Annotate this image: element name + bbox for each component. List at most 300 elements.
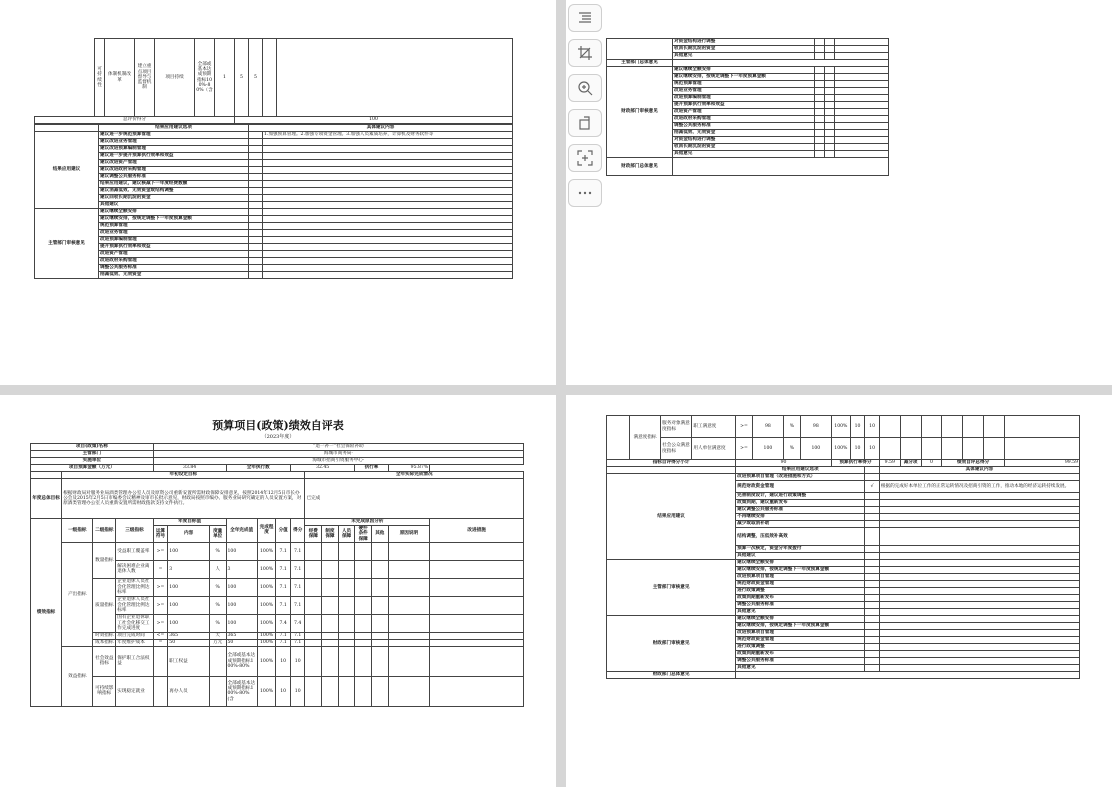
label: 实施单位	[31, 458, 154, 465]
score-got: 10	[290, 676, 305, 706]
option-item: 建议继续全额安排	[736, 560, 865, 567]
cell	[879, 602, 1079, 609]
option-item: 政策到期重新发布	[736, 595, 865, 602]
cell	[263, 181, 513, 188]
option-item: 削减低效、无效资金	[99, 272, 249, 279]
cell	[322, 639, 339, 646]
page-4	[566, 395, 1112, 787]
cell	[879, 493, 1079, 500]
cell	[879, 474, 1079, 481]
option-item: 建议继续全额安排	[673, 67, 815, 74]
completion: 100%	[257, 560, 276, 578]
cell	[388, 676, 430, 706]
header: 具体建议内容	[249, 125, 513, 132]
completion: 100%	[257, 676, 276, 706]
cell	[430, 676, 524, 706]
option-item: 减少或取消补助	[736, 521, 865, 528]
cell	[249, 209, 263, 216]
cell	[921, 416, 942, 438]
header: 一级指标	[62, 519, 93, 543]
cell	[835, 95, 889, 102]
cell	[815, 130, 825, 137]
cell	[263, 174, 513, 181]
option-item: 其他建议	[736, 553, 865, 560]
cell	[607, 416, 630, 460]
option-item: 其他意见	[736, 609, 865, 616]
option-item: 建议调整公共服务标准	[736, 507, 865, 514]
cell: 可持续性	[95, 39, 105, 117]
cell	[35, 125, 99, 132]
score-got: 7.1	[290, 578, 305, 596]
cell	[879, 665, 1079, 672]
cell	[338, 560, 355, 578]
cell	[263, 223, 513, 230]
cell	[355, 639, 372, 646]
cell	[371, 578, 388, 596]
header: 运算符号	[153, 526, 168, 543]
cell	[305, 614, 322, 632]
option-item: 削减低效、无效资金	[673, 130, 815, 137]
value: 98	[752, 416, 783, 438]
cell	[305, 596, 322, 614]
cell	[865, 595, 880, 602]
more-button[interactable]	[568, 179, 602, 207]
cell	[963, 416, 984, 438]
header: 内容	[168, 526, 210, 543]
cell	[835, 88, 889, 95]
option-item: 建议继续安排，按规定调整下一年度预算金额	[673, 74, 815, 81]
cell	[835, 130, 889, 137]
cell	[879, 514, 1079, 521]
cell	[249, 258, 263, 265]
header: 改进措施	[430, 519, 524, 543]
cell	[825, 109, 835, 116]
cell	[865, 467, 880, 474]
header: 其他	[371, 526, 388, 543]
option-item: 改进资产管理	[99, 251, 249, 258]
label: 全年执行数	[226, 465, 290, 472]
crop-button[interactable]	[568, 39, 602, 67]
cell	[388, 639, 430, 646]
cell	[835, 67, 889, 74]
cell	[322, 596, 339, 614]
cell	[388, 646, 430, 676]
cell	[879, 416, 900, 438]
section-label: 主管部门总体意见	[607, 60, 673, 67]
level2-indicator: 可持续影响指标	[93, 676, 116, 706]
cell	[835, 39, 889, 46]
cell	[865, 651, 880, 658]
option-item: 对资金结构进行调整	[673, 137, 815, 144]
cell	[835, 116, 889, 123]
cell	[815, 81, 825, 88]
cell	[879, 500, 1079, 507]
zoom-icon	[577, 80, 593, 96]
option-item: 结果应用建议，建议核减下一年度经费数额	[99, 181, 249, 188]
value: 100%	[831, 416, 850, 438]
cell	[430, 646, 524, 676]
cell	[305, 542, 322, 560]
score-got: 10	[290, 646, 305, 676]
value: 98	[800, 416, 831, 438]
value: 95.87%	[388, 465, 430, 472]
cell	[249, 132, 263, 139]
option-item: 建议进一步提升预算执行效率和效益	[99, 153, 249, 160]
level3-indicator: 企业退休人员社会化管理比例达标率	[116, 596, 153, 614]
cell	[835, 151, 889, 158]
cell	[263, 272, 513, 279]
score: 7.1	[276, 542, 291, 560]
cell	[865, 665, 880, 672]
completion: 100%	[257, 646, 276, 676]
cell	[835, 109, 889, 116]
cell	[865, 616, 880, 623]
cell	[263, 216, 513, 223]
cell	[249, 195, 263, 202]
cell	[263, 265, 513, 272]
target-value: 再办人员	[168, 676, 210, 706]
cell	[815, 53, 825, 60]
cell	[355, 578, 372, 596]
operator: <=	[153, 632, 168, 639]
actual-value: 100	[226, 596, 257, 614]
cell	[338, 596, 355, 614]
opinion-table	[606, 38, 889, 176]
cell	[355, 646, 372, 676]
cell	[815, 102, 825, 109]
unit	[209, 676, 226, 706]
cell	[371, 560, 388, 578]
cell	[388, 614, 430, 632]
cell	[815, 123, 825, 130]
rotate-button[interactable]	[568, 109, 602, 137]
header: 未完成原因分析	[305, 519, 430, 526]
cell	[388, 632, 430, 639]
cell	[865, 602, 880, 609]
option-item: 结构调整，压低效补高效	[736, 528, 865, 546]
option-item: 建议继续安排，按规定调整下一年度预算金额	[736, 623, 865, 630]
section-label: 主管部门审核意见	[607, 560, 736, 616]
actual-value: 100	[226, 578, 257, 596]
more-icon	[577, 185, 593, 201]
cell	[305, 578, 322, 596]
option-item: 其他意见	[673, 151, 815, 158]
page-2	[566, 0, 1112, 385]
cell	[249, 251, 263, 258]
option-item: 对资金结构进行调整	[673, 39, 815, 46]
score-got: 7.1	[290, 596, 305, 614]
cell	[835, 74, 889, 81]
cell	[879, 623, 1079, 630]
option-item: 改进政府采购管理	[99, 258, 249, 265]
cell	[963, 438, 984, 460]
zoom-button[interactable]	[568, 74, 602, 102]
cell	[865, 588, 880, 595]
level3-indicator: 国有企业退休职工社会化移交工作完成进度	[116, 614, 153, 632]
cell	[249, 230, 263, 237]
cell	[879, 438, 900, 460]
label: 项目预算金额（万元）	[31, 465, 154, 472]
cell	[835, 123, 889, 130]
section-label: 财政部门总体意见	[607, 672, 736, 679]
viewer-toolbar	[568, 4, 602, 214]
cell	[825, 39, 835, 46]
cell	[835, 137, 889, 144]
cell	[430, 632, 524, 639]
self-evaluation-table	[30, 443, 524, 707]
option-item: 进行政策调整	[736, 644, 865, 651]
option-item: 政策到期重新发布	[736, 651, 865, 658]
cell	[865, 609, 880, 616]
value: 海城市商务局·	[153, 451, 523, 458]
actual-value: 3	[226, 560, 257, 578]
section-label: 财政部门审核意见	[607, 67, 673, 158]
cell	[825, 95, 835, 102]
cell	[322, 676, 339, 706]
option-item: 其他建议	[99, 202, 249, 209]
unit: 万元	[209, 639, 226, 646]
target-value: 365	[168, 632, 210, 639]
option-item: 改进政府采购管理	[673, 116, 815, 123]
completion: 100%	[257, 542, 276, 560]
cell	[879, 521, 1079, 528]
section-label: 绩效指标	[31, 519, 62, 707]
option-item: 建议改进预算编制管理	[99, 146, 249, 153]
cell	[388, 578, 430, 596]
screenshot-button[interactable]	[568, 144, 602, 172]
cell	[879, 574, 1079, 581]
level2-indicator: 社会公众满意度指标	[661, 438, 692, 460]
level3-indicator: 受益职工覆盖率	[116, 542, 153, 560]
operator: >=	[153, 596, 168, 614]
value: 9.59	[879, 460, 900, 467]
completion: 100%	[257, 639, 276, 646]
score-got: 7.1	[290, 542, 305, 560]
cell	[607, 39, 673, 60]
cell: 1	[215, 39, 235, 117]
label: 全年实际完成情况	[305, 472, 524, 479]
subtotal-value: 90	[736, 460, 832, 467]
outline-button[interactable]	[568, 4, 602, 32]
level3-indicator: 企业退休人员社会化管理比例达标率	[116, 578, 153, 596]
cell	[835, 144, 889, 151]
label: 减分项	[900, 460, 921, 467]
level1-indicator: 产出指标	[62, 542, 93, 646]
score: 7.1	[276, 596, 291, 614]
total-value: 100	[235, 117, 513, 124]
cell	[263, 202, 513, 209]
header: 三级指标	[116, 519, 153, 543]
option-item: 规范财政资金管理	[736, 637, 865, 644]
level3-indicator: 保护职工合法权益	[116, 646, 153, 676]
unit: %	[209, 596, 226, 614]
cell	[865, 493, 880, 500]
cell	[879, 637, 1079, 644]
option-item: 提升预算执行效率和效益	[673, 102, 815, 109]
cell	[825, 74, 835, 81]
cell	[879, 644, 1079, 651]
cell	[338, 646, 355, 676]
actual-value: 50	[226, 639, 257, 646]
operator: >=	[153, 614, 168, 632]
cell	[249, 202, 263, 209]
value: 10	[850, 416, 865, 438]
operator	[153, 676, 168, 706]
level2-indicator: 数量指标	[93, 542, 116, 578]
cell	[371, 614, 388, 632]
cell: 建立重点项目督导与监督机制	[135, 39, 155, 117]
cell	[825, 116, 835, 123]
option-item: 改进预算项目管理	[736, 630, 865, 637]
operator: >=	[153, 542, 168, 560]
crop-icon	[577, 45, 593, 61]
operator: =	[153, 560, 168, 578]
cell	[263, 153, 513, 160]
option-item: 改进预算编制管理	[99, 237, 249, 244]
cell: 5	[249, 39, 263, 117]
cell	[249, 174, 263, 181]
cell	[263, 209, 513, 216]
header: 年度目标值	[153, 519, 226, 526]
cell	[322, 646, 339, 676]
cell	[835, 53, 889, 60]
option-item: 建议进一步规范预算管理	[99, 132, 249, 139]
cell	[942, 438, 963, 460]
option-item: 收回长期沉淀的资金	[673, 144, 815, 151]
value: 10	[850, 438, 865, 460]
completion: 100%	[257, 632, 276, 639]
cell	[879, 595, 1079, 602]
value: 海城市招商引资服务中心·	[153, 458, 523, 465]
cell	[815, 137, 825, 144]
cell	[263, 146, 513, 153]
cell	[305, 632, 322, 639]
score-got: 7.1	[290, 560, 305, 578]
cell	[249, 244, 263, 251]
cell	[879, 609, 1079, 616]
unit: %	[209, 614, 226, 632]
cell	[815, 74, 825, 81]
cell	[736, 672, 1080, 679]
cell	[865, 553, 880, 560]
cell: 体制机制改革	[105, 39, 135, 117]
cell	[879, 507, 1079, 514]
option-item: 建议回收长期沉淀的资金	[99, 195, 249, 202]
cell	[879, 560, 1079, 567]
cell	[388, 542, 430, 560]
cell	[263, 139, 513, 146]
content-text: 根据的完成好本单位工作的正常运转情况及招商引资的工作，推动本地的经济运转持续发展。	[879, 481, 1079, 493]
cell	[249, 265, 263, 272]
cell: 全部或基本达成预期指标100%-80%（含	[195, 39, 215, 117]
cell	[815, 95, 825, 102]
value: %	[784, 438, 801, 460]
header: 得分	[290, 519, 305, 543]
cell	[338, 542, 355, 560]
value: >=	[736, 416, 753, 438]
level1-indicator: 效益指标	[62, 646, 93, 706]
cell	[249, 146, 263, 153]
cell	[865, 507, 880, 514]
level2-indicator: 时效指标	[93, 632, 116, 639]
cell: 项目持续	[155, 39, 195, 117]
level3-indicator: 实现稳定就业	[116, 676, 153, 706]
section-label: 结果应用建议	[35, 132, 99, 209]
level3-indicator: 项目完成时间	[116, 632, 153, 639]
total-score: 99.59	[1004, 460, 1079, 467]
cell	[249, 216, 263, 223]
cell	[355, 542, 372, 560]
score: 7.1	[276, 578, 291, 596]
cell	[371, 596, 388, 614]
option-item: 建议继续安排，按规定调整下一年度预算金额	[99, 216, 249, 223]
cell	[879, 528, 1079, 546]
cell	[865, 637, 880, 644]
page-year: （2023年度）	[261, 434, 295, 440]
option-item: 改进业务管理	[99, 230, 249, 237]
header: 原因说明	[388, 526, 430, 543]
cell	[835, 46, 889, 53]
option-item: 其他意见	[736, 665, 865, 672]
cell	[815, 109, 825, 116]
level3-indicator: 年度维护成本	[116, 639, 153, 646]
cell	[355, 676, 372, 706]
option-item: 不再继续安排	[736, 514, 865, 521]
cell	[865, 630, 880, 637]
cell	[865, 500, 880, 507]
cell	[865, 560, 880, 567]
option-item: 建议调整公共服务标准	[99, 174, 249, 181]
cell	[815, 116, 825, 123]
cell	[263, 160, 513, 167]
target-value: 100	[168, 614, 210, 632]
total-label: 总评价得分	[35, 117, 235, 124]
option-item: 提升预算执行效率和效益	[99, 244, 249, 251]
cell	[815, 144, 825, 151]
level3-indicator: 解决困难企业离退休人数	[116, 560, 153, 578]
header: 二级指标	[93, 519, 116, 543]
actual-value: 全部或基本达成预期指标100%-80%(含	[226, 676, 257, 706]
score: 7.4	[276, 614, 291, 632]
cell	[825, 137, 835, 144]
cell	[984, 438, 1005, 460]
option-item: 改进预算项目管理（改进措施和方式）	[736, 474, 865, 481]
label: 预算执行率得分	[831, 460, 879, 467]
cell	[825, 46, 835, 53]
cell	[879, 567, 1079, 574]
value: “退一补一”社会保险补助	[153, 444, 523, 451]
rotate-icon	[577, 115, 593, 131]
cell	[355, 560, 372, 578]
cell	[815, 151, 825, 158]
level2-indicator: 成本指标	[93, 639, 116, 646]
option-item: 规范财政资金管理	[736, 481, 865, 493]
cell	[322, 542, 339, 560]
cell	[815, 46, 825, 53]
cell	[865, 574, 880, 581]
cell	[371, 676, 388, 706]
cell	[371, 542, 388, 560]
cell	[879, 651, 1079, 658]
cell	[825, 144, 835, 151]
cell	[825, 88, 835, 95]
score: 7.1	[276, 632, 291, 639]
unit: 天	[209, 632, 226, 639]
cell	[263, 237, 513, 244]
score: 10	[276, 676, 291, 706]
header: 人员保障	[338, 526, 355, 543]
cell	[825, 102, 835, 109]
